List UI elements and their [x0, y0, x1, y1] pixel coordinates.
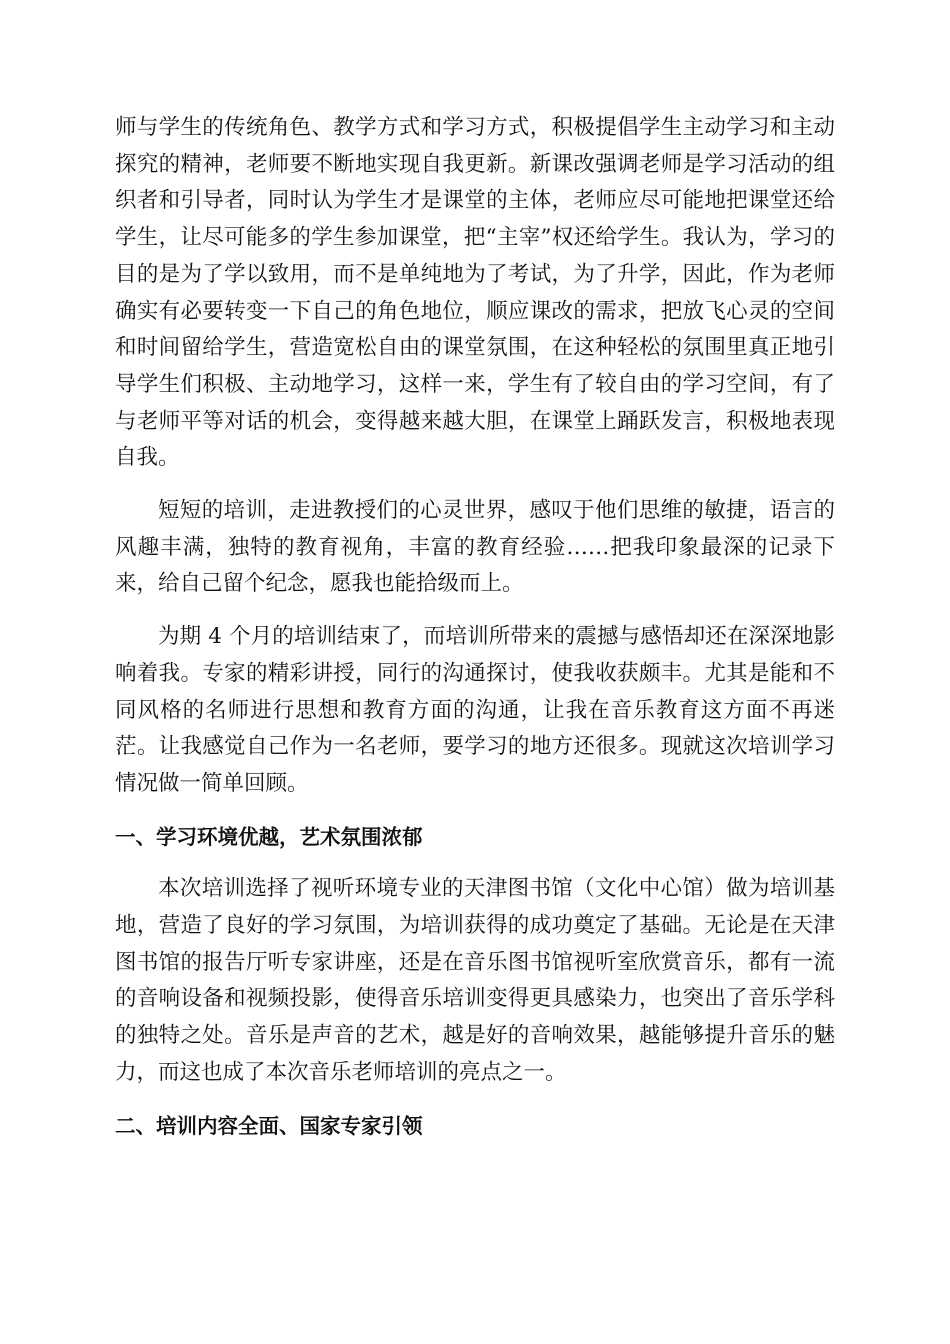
- paragraph-training-impression: 短短的培训，走进教授们的心灵世界，感叹于他们思维的敏捷，语言的风趣丰满，独特的教育视角，丰富的教育经验……把我印象最深的记录下来，给自己留个纪念，愿我也能拾级而上。: [115, 498, 835, 597]
- paragraph-continued: 师与学生的传统角色、教学方式和学习方式，积极提倡学生主动学习和主动探究的精神，老师要不断地实现自我更新。新课改强调老师是学习活动的组织者和引导者，同时认为学生才是课堂的主体，老师应尽可能地把课堂还给学生，让尽可能多的学生参加课堂，把“主宰”权还给学生。我认为，学习的目的是为了学以致用，而不是单纯地为了考试，为了升学，因此，作为老师确实有必要转变一下自己的角色地位，顺应课改的需求，把放飞心灵的空间和时间留给学生，营造宽松自由的课堂氛围，在这种轻松的氛围里真正地引导学生们积极、主动地学习，这样一来，学生有了较自由的学习空间，有了与老师平等对话的机会，变得越来越大胆，在课堂上踊跃发言，积极地表现自我。: [115, 115, 835, 471]
- paragraph-training-review: 为期 4 个月的培训结束了，而培训所带来的震撼与感悟却还在深深地影响着我。专家的精彩讲授，同行的沟通探讨，使我收获颇丰。尤其是能和不同风格的名师进行思想和教育方面的沟通，让我在音乐教育这方面不再迷茫。让我感觉自己作为一名老师，要学习的地方还很多。现就这次培训学习情况做一简单回顾。: [115, 624, 835, 796]
- paragraph-environment: 本次培训选择了视听环境专业的天津图书馆（文化中心馆）做为培训基地，营造了良好的学习氛围，为培训获得的成功奠定了基础。无论是在天津图书馆的报告厅听专家讲座，还是在音乐图书馆视听室欣赏音乐，都有一流的音响设备和视频投影，使得音乐培训变得更具感染力，也突出了音乐学科的独特之处。音乐是声音的艺术，越是好的音响效果，越能够提升音乐的魅力，而这也成了本次音乐老师培训的亮点之一。: [115, 876, 835, 1085]
- document-page: [115, 110, 835, 1144]
- section-heading-content: 二、培训内容全面、国家专家引领: [115, 1113, 423, 1138]
- section-heading-environment: 一、学习环境优越，艺术氛围浓郁: [115, 824, 423, 849]
